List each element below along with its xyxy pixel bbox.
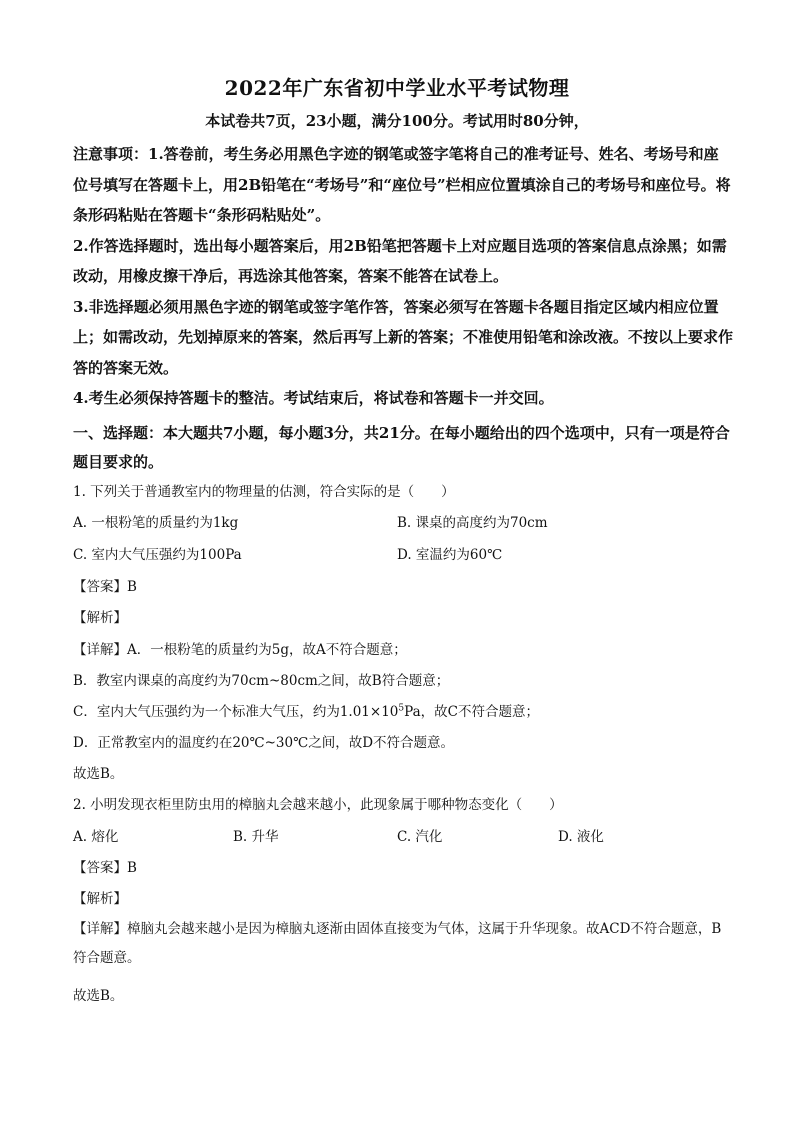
q1-detail-c <box>73 702 733 722</box>
q2-option-b: B. 升华 <box>233 829 279 845</box>
q2-detail: 【详解】樟脑丸会越来越小是因为樟脑丸逐渐由固体直接变为气体，这属于升华现象。故ACD不符合题意，B符合题意。 <box>73 921 722 966</box>
exam-info: 本试卷共7页，23小题，满分100分。考试用时80分钟， <box>205 112 589 130</box>
q1-option-c: C. 室内大气压强约为100Pa <box>73 547 242 563</box>
q1-answer: 【答案】B <box>73 579 137 595</box>
q2-answer: 【答案】B <box>73 860 137 876</box>
q1-detail-c-text-end: Pa，故C不符合题意； <box>404 704 539 720</box>
page-title: 2022年广东省初中学业水平考试物理 <box>224 76 570 100</box>
instructions <box>73 139 733 414</box>
q1-option-d: D. 室温约为60℃ <box>397 547 503 563</box>
q1-conclusion: 故选B。 <box>73 766 124 782</box>
q1-detail-c-exponent: 5 <box>398 703 405 714</box>
section-heading: 一、选择题：本大题共7小题，每小题3分，共21分。在每小题给出的四个选项中，只有一项是符合题目要求的。 <box>73 424 730 471</box>
instruction-1: 注意事项：1.答卷前，考生务必用黑色字迹的钢笔或签字笔将自己的准考证号、姓名、考场号和座位号填写在答题卡上，用2B铅笔在“考场号”和“座位号”栏相应位置填涂自己的考场号和座位号。将条形码粘贴在答题卡“条形码粘贴处”。 <box>73 145 731 224</box>
q1-detail-d: D．正常教室内的温度约在20℃~30℃之间，故D不符合题意。 <box>73 735 455 751</box>
q2-analysis-label: 【解析】 <box>73 891 127 907</box>
instruction-4: 4.考生必须保持答题卡的整洁。考试结束后，将试卷和答题卡一并交回。 <box>73 389 554 407</box>
question-2-stem: 2. 小明发现衣柜里防虫用的樟脑丸会越来越小，此现象属于哪种物态变化（ ） <box>73 797 563 813</box>
q1-detail-c-text: C．室内大气压强约为一个标准大气压，约为1.01×10 <box>73 704 399 720</box>
q2-option-c: C. 汽化 <box>397 829 443 845</box>
q1-detail-b: B．教室内课桌的高度约为70cm~80cm之间，故B符合题意； <box>73 673 450 689</box>
q1-option-a: A. 一根粉笔的质量约为1kg <box>73 515 239 531</box>
q1-detail-a: 【详解】A．一根粉笔的质量约为5g，故A不符合题意； <box>73 642 407 658</box>
question-1-stem: 1. 下列关于普通教室内的物理量的估测，符合实际的是（ ） <box>73 484 455 500</box>
q2-option-d: D. 液化 <box>558 829 604 845</box>
q1-option-b: B. 课桌的高度约为70cm <box>397 515 548 531</box>
instruction-3: 3.非选择题必须用黑色字迹的钢笔或签字笔作答，答案必须写在答题卡各题目指定区域内相应位置上；如需改动，先划掉原来的答案，然后再写上新的答案；不准使用铅笔和涂改液。不按以上要求作答的答案无效。 <box>73 297 734 377</box>
instruction-2: 2.作答选择题时，选出每小题答案后，用2B铅笔把答题卡上对应题目选项的答案信息点涂黑；如需改动，用橡皮擦干净后，再选涂其他答案，答案不能答在试卷上。 <box>73 236 727 285</box>
q2-option-a: A. 熔化 <box>73 829 119 845</box>
q2-conclusion: 故选B。 <box>73 988 124 1004</box>
q1-analysis-label: 【解析】 <box>73 610 127 626</box>
